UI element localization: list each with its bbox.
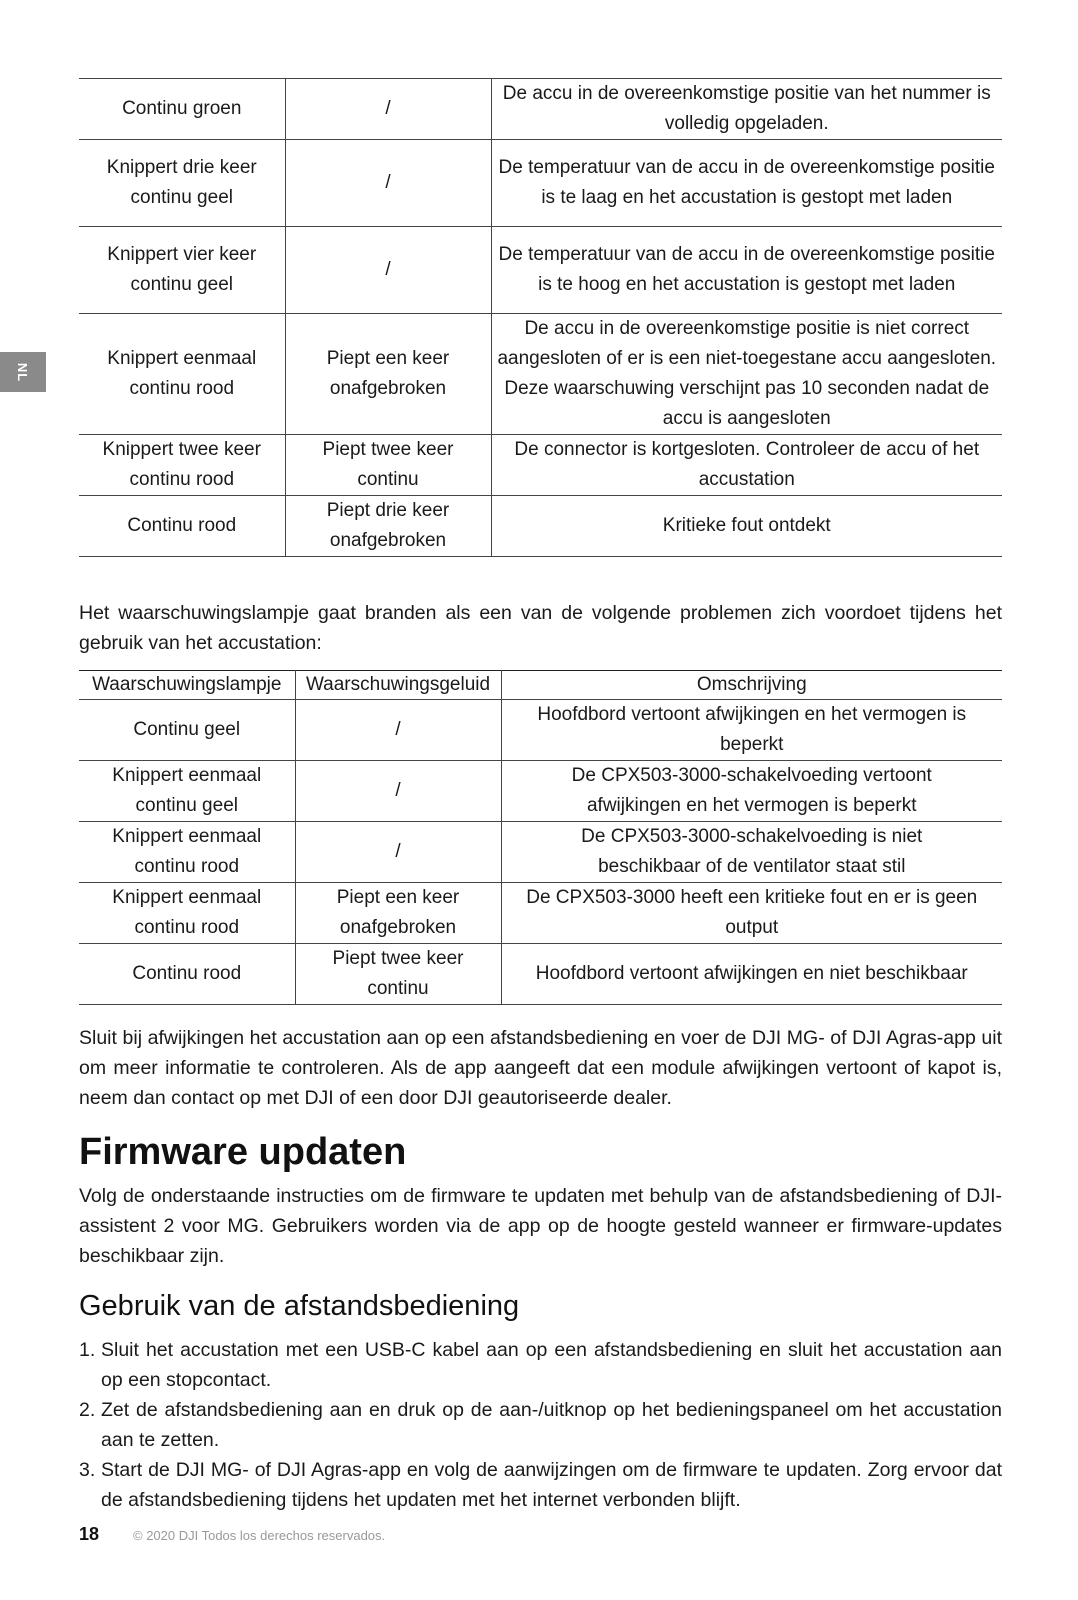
light-cell: Continu groen: [79, 79, 285, 140]
light-cell: Continu rood: [79, 496, 285, 557]
step-text: Zet de afstandsbediening aan en druk op de aan-/uitknop op het bedieningspaneel om het accustation aan te zetten.: [101, 1399, 1002, 1451]
list-item: [79, 1455, 1002, 1515]
step-number: 2.: [79, 1399, 96, 1421]
header-description: Omschrijving: [501, 671, 1002, 700]
sound-cell: Piept twee keer continu: [285, 435, 491, 496]
steps-list: [79, 1335, 1002, 1515]
table-row: [79, 227, 1002, 314]
page-number: 18: [79, 1524, 100, 1544]
section-paragraph: Volg de onderstaande instructies om de firmware te updaten met behulp van de afstandsbediening of DJI-assistent 2 voor MG. Gebruikers worden via de app op de hoogte gesteld wanneer er firmware-updates beschikbaar zijn.: [79, 1185, 1002, 1267]
intro-paragraph: Het waarschuwingslampje gaat branden als een van de volgende problemen zich voordoet tijdens het gebruik van het accustation:: [79, 602, 1002, 654]
step-number: 3.: [79, 1459, 96, 1481]
table-header-row: [79, 671, 1002, 700]
table-row: [79, 496, 1002, 557]
light-cell: Knippert vier keer continu geel: [79, 227, 285, 314]
table-row: [79, 761, 1002, 822]
table-row: [79, 314, 1002, 435]
table-row: [79, 79, 1002, 140]
sound-cell: /: [285, 140, 491, 227]
description-cell: De accu in de overeenkomstige positie van het nummer is volledig opgeladen.: [491, 79, 1002, 140]
sound-cell: Piept een keer onafgebroken: [285, 314, 491, 435]
after-table-paragraph: Sluit bij afwijkingen het accustation aan op een afstandsbediening en voer de DJI MG- of DJI Agras-app uit om meer informatie te controleren. Als de app aangeeft dat een module afwijkingen vertoont of kapot is, neem dan contact op met DJI of een door DJI geautoriseerde dealer.: [79, 1027, 1002, 1109]
sound-cell: Piept twee keer continu: [295, 944, 501, 1005]
section-subtitle: Gebruik van de afstandsbediening: [79, 1290, 520, 1322]
warning-table: [79, 670, 1002, 1005]
language-tab-label: NL: [15, 362, 31, 382]
description-cell: De connector is kortgesloten. Controleer de accu of het accustation: [491, 435, 1002, 496]
description-cell: De CPX503-3000-schakelvoeding is niet beschikbaar of de ventilator staat stil: [501, 822, 1002, 883]
description-cell: Hoofdbord vertoont afwijkingen en het vermogen is beperkt: [501, 700, 1002, 761]
sound-cell: /: [295, 761, 501, 822]
sound-cell: /: [285, 79, 491, 140]
list-item: [79, 1335, 1002, 1395]
description-cell: Hoofdbord vertoont afwijkingen en niet beschikbaar: [501, 944, 1002, 1005]
sound-cell: Piept een keer onafgebroken: [295, 883, 501, 944]
list-item: [79, 1395, 1002, 1455]
sound-cell: /: [295, 822, 501, 883]
header-warning-light: Waarschuwingslampje: [79, 671, 295, 700]
light-cell: Knippert eenmaal continu rood: [79, 314, 285, 435]
light-cell: Knippert eenmaal continu rood: [79, 883, 295, 944]
sound-cell: /: [295, 700, 501, 761]
description-cell: Kritieke fout ontdekt: [491, 496, 1002, 557]
step-text: Start de DJI MG- of DJI Agras-app en volg de aanwijzingen om de firmware te updaten. Zorg ervoor dat de afstandsbediening tijdens het updaten met het internet verbonden blijft.: [101, 1459, 1002, 1511]
description-cell: De CPX503-3000 heeft een kritieke fout en er is geen output: [501, 883, 1002, 944]
light-cell: Knippert drie keer continu geel: [79, 140, 285, 227]
page-content: [79, 78, 1002, 1515]
sound-cell: Piept drie keer onafgebroken: [285, 496, 491, 557]
step-number: 1.: [79, 1339, 96, 1361]
table-row: [79, 140, 1002, 227]
section-title: Firmware updaten: [79, 1131, 407, 1173]
sound-cell: /: [285, 227, 491, 314]
table-row: [79, 822, 1002, 883]
light-cell: Knippert twee keer continu rood: [79, 435, 285, 496]
language-side-tab: [0, 352, 46, 392]
description-cell: De CPX503-3000-schakelvoeding vertoont afwijkingen en het vermogen is beperkt: [501, 761, 1002, 822]
light-cell: Continu geel: [79, 700, 295, 761]
table-row: [79, 700, 1002, 761]
status-table: [79, 78, 1002, 557]
description-cell: De accu in de overeenkomstige positie is niet correct aangesloten of er is een niet-toegestane accu aangesloten. Deze waarschuwing verschijnt pas 10 seconden nadat de accu is aangesloten: [491, 314, 1002, 435]
light-cell: Knippert eenmaal continu rood: [79, 822, 295, 883]
table-row: [79, 944, 1002, 1005]
header-warning-sound: Waarschuwingsgeluid: [295, 671, 501, 700]
copyright-text: © 2020 DJI Todos los derechos reservados.: [133, 1528, 386, 1543]
step-text: Sluit het accustation met een USB-C kabel aan op een afstandsbediening en sluit het accustation aan op een stopcontact.: [101, 1339, 1002, 1391]
description-cell: De temperatuur van de accu in de overeenkomstige positie is te hoog en het accustation is gestopt met laden: [491, 227, 1002, 314]
page-footer: [79, 1524, 385, 1545]
table-row: [79, 883, 1002, 944]
description-cell: De temperatuur van de accu in de overeenkomstige positie is te laag en het accustation is gestopt met laden: [491, 140, 1002, 227]
light-cell: Continu rood: [79, 944, 295, 1005]
table-row: [79, 435, 1002, 496]
light-cell: Knippert eenmaal continu geel: [79, 761, 295, 822]
